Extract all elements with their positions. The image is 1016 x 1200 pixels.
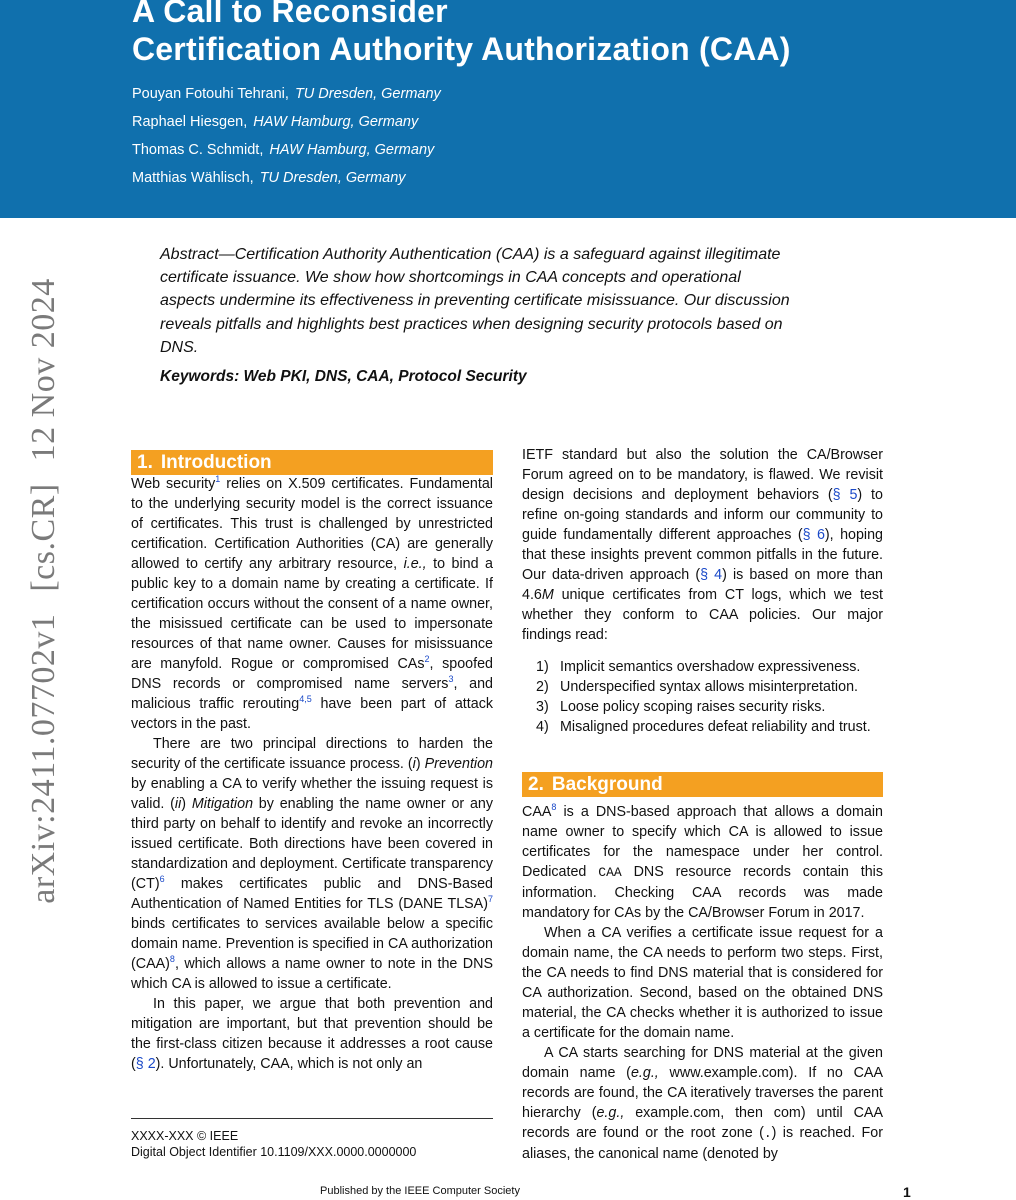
text-run: example.com, then com) until CAA records are found or the root zone (: [522, 1105, 883, 1141]
list-item: [522, 677, 883, 697]
section-link[interactable]: § 5: [832, 487, 858, 503]
code-span: CAA: [598, 865, 622, 880]
section-number: 2.: [528, 774, 544, 795]
author-entry: [132, 168, 441, 196]
text-run: i: [412, 756, 416, 772]
text-run: to bind a public key to a domain name by creating a certificate. If certification occurs without the consent of a name owner, the misissued certificate can be used to impersonate resources of that name owner. Causes for misissuance are manyfold. Rogue or compromised CAs: [131, 556, 494, 672]
footnote-ref[interactable]: 7: [487, 894, 493, 904]
list-number: 3): [536, 699, 549, 715]
arxiv-id: arXiv:2411.07702v1: [25, 613, 62, 904]
publisher-footer: Published by the IEEE Computer Society: [320, 1185, 520, 1197]
footnote-doi: Digital Object Identifier 10.1109/XXX.0000.0000000: [131, 1145, 417, 1159]
right-column-background: [522, 802, 883, 1164]
author-name: Thomas C. Schmidt,: [132, 142, 264, 158]
text-run: e.g.,: [596, 1105, 625, 1121]
code-span: .: [763, 1126, 772, 1141]
text-run: ), hoping that these insights prevent common pitfalls in the future. Our data-driven approach (: [522, 527, 883, 583]
author-entry: [132, 112, 441, 140]
list-item: [522, 657, 883, 677]
list-number: 2): [536, 679, 549, 695]
text-run: ): [181, 796, 192, 812]
text-run: M: [541, 587, 554, 603]
text-run: by enabling the name owner or any third party on behalf to identify and revoke an incorrectly issued certificate. Both directions have been covered in standardization and deployment. Certificate transparency (CT): [131, 796, 493, 892]
author-name: Raphael Hiesgen,: [132, 114, 248, 130]
left-column: [131, 474, 493, 1074]
list-text: Implicit semantics overshadow expressiveness.: [560, 659, 861, 675]
author-name: Pouyan Fotouhi Tehrani,: [132, 86, 289, 102]
findings-list: [522, 657, 883, 737]
list-item: [522, 697, 883, 717]
text-run: binds certificates to services available below a specific domain name. Prevention is specified in CA authorization (CAA): [131, 916, 493, 972]
intro-paragraph-3: [131, 994, 493, 1074]
text-run: , and malicious traffic rerouting: [131, 676, 493, 712]
arxiv-date: 12 Nov 2024: [25, 278, 62, 462]
text-run: ) is based on more than 4.6: [522, 567, 883, 603]
text-run: In this paper, we argue that both prevention and mitigation are important, but that prevention should be the first-class citizen because it addresses a root cause (: [131, 996, 493, 1072]
footnote: [131, 1128, 416, 1160]
text-run: A CA starts searching for DNS material at the given domain name (: [522, 1045, 883, 1081]
text-run: Prevention: [424, 756, 493, 772]
section-title: Introduction: [160, 452, 272, 473]
footnote-ref[interactable]: 8: [551, 802, 557, 812]
author-name: Matthias Wählisch,: [132, 170, 254, 186]
author-list: [132, 84, 441, 196]
author-affiliation: HAW Hamburg, Germany: [269, 142, 435, 158]
background-paragraph-3: [522, 1043, 883, 1164]
text-run: Mitigation: [191, 796, 254, 812]
background-paragraph-1: [522, 802, 883, 923]
intro-paragraph-4: [522, 445, 883, 645]
list-text: Loose policy scoping raises security risks.: [560, 699, 826, 715]
intro-paragraph-1: [131, 474, 493, 734]
section-number: 1.: [137, 452, 153, 473]
list-number: 1): [536, 659, 549, 675]
text-run: IETF standard but also the solution the CA/Browser Forum agreed on to be mandatory, is flawed. We revisit design decisions and deployment behaviors (: [522, 447, 883, 503]
author-entry: [132, 84, 441, 112]
author-affiliation: HAW Hamburg, Germany: [253, 114, 419, 130]
keywords: Keywords: Web PKI, DNS, CAA, Protocol Security: [160, 368, 527, 385]
page-number: 1: [903, 1184, 911, 1200]
footnote-ref[interactable]: 4,5: [299, 694, 312, 704]
paper-title: [132, 0, 791, 68]
author-entry: [132, 140, 441, 168]
text-run: relies on X.509 certificates. Fundamental to the underlying security model is the correct issuance of certificates. This trust is challenged by unrestricted certification. Certification Authorities (CA) are generally allowed to certify any arbitrary resource,: [131, 476, 493, 572]
right-column-top: [522, 445, 883, 737]
text-run: ) is reached. For aliases, the canonical name (denoted by: [522, 1125, 883, 1162]
section-title: Background: [551, 774, 663, 795]
text-run: DNS resource records contain this information. Checking CAA records was made mandatory for CAs by the CA/Browser Forum in 2017.: [522, 864, 883, 921]
arxiv-stamp: [25, 256, 63, 904]
text-run: by enabling a CA to verify whether the issuing request is valid. (: [131, 776, 493, 812]
text-run: is a DNS-based approach that allows a domain name owner to specify which CA is allowed to issue certificates for the namespace under her control. Dedicated: [522, 804, 883, 880]
footnote-ref[interactable]: 6: [159, 874, 165, 884]
arxiv-category: [cs.CR]: [25, 483, 62, 592]
list-text: Underspecified syntax allows misinterpretation.: [560, 679, 858, 695]
footnote-divider: [131, 1118, 493, 1119]
list-item: [522, 717, 883, 737]
text-run: unique certificates from CT logs, which we test whether they conform to CAA policies. Our major findings read:: [522, 587, 883, 643]
footnote-copyright: XXXX-XXX © IEEE: [131, 1129, 239, 1143]
author-affiliation: TU Dresden, Germany: [259, 170, 406, 186]
text-run: ) to refine on-going standards and inform our community to guide fundamentally different approaches (: [522, 487, 883, 543]
text-run: e.g.,: [630, 1065, 659, 1081]
text-run: www.example.com). If no CAA records are found, the CA iteratively traverses the parent hierarchy (: [522, 1065, 884, 1121]
text-run: ): [415, 756, 425, 772]
section-link[interactable]: § 2: [135, 1056, 156, 1072]
text-run: have been part of attack vectors in the past.: [131, 696, 493, 732]
footnote-ref[interactable]: 8: [169, 954, 175, 964]
intro-paragraph-2: [131, 734, 493, 994]
text-run: makes certificates public and DNS-Based Authentication of Named Entities for TLS (DANE TLSA): [131, 876, 493, 912]
section-heading-background: [522, 772, 883, 797]
text-run: i.e.,: [403, 556, 427, 572]
text-run: ). Unfortunately, CAA, which is not only an: [155, 1056, 423, 1072]
list-number: 4): [536, 719, 549, 735]
text-run: There are two principal directions to harden the security of the certificate issuance process. (: [131, 736, 493, 772]
title-banner: [0, 0, 1016, 218]
list-text: Misaligned procedures defeat reliability and trust.: [560, 719, 871, 735]
abstract: Abstract—Certification Authority Authentication (CAA) is a safeguard against illegitimate certificate issuance. We show how shortcomings in CAA concepts and operational aspects undermine its effectiveness in preventing certificate misissuance. Our discussion reveals pitfalls and highlights best practices when designing security protocols based on DNS.: [160, 246, 790, 356]
section-link[interactable]: § 4: [700, 567, 723, 583]
section-link[interactable]: § 6: [802, 527, 825, 543]
text-run: , spoofed DNS records or compromised name servers: [131, 656, 494, 692]
section-heading-introduction: [131, 450, 493, 475]
text-run: ii: [174, 796, 182, 812]
background-paragraph-2: When a CA verifies a certificate issue request for a domain name, the CA needs to perform two steps. First, the CA needs to find DNS material that is considered for CA authorization. Second, based on the obtained DNS material, the CA checks whether it is authorized to issue a certificate for the domain name.: [522, 925, 883, 1041]
text-run: Web security: [131, 476, 216, 492]
title-line-1: A Call to Reconsider: [132, 0, 448, 29]
footnote-ref[interactable]: 3: [448, 674, 454, 684]
footnote-ref[interactable]: 2: [424, 654, 430, 664]
author-affiliation: TU Dresden, Germany: [294, 86, 441, 102]
footnote-ref[interactable]: 1: [215, 474, 221, 484]
title-line-2: Certification Authority Authorization (CAA): [132, 31, 791, 67]
text-run: CAA: [522, 804, 552, 820]
text-run: , which allows a name owner to note in the DNS which CA is allowed to issue a certificate.: [131, 956, 493, 992]
